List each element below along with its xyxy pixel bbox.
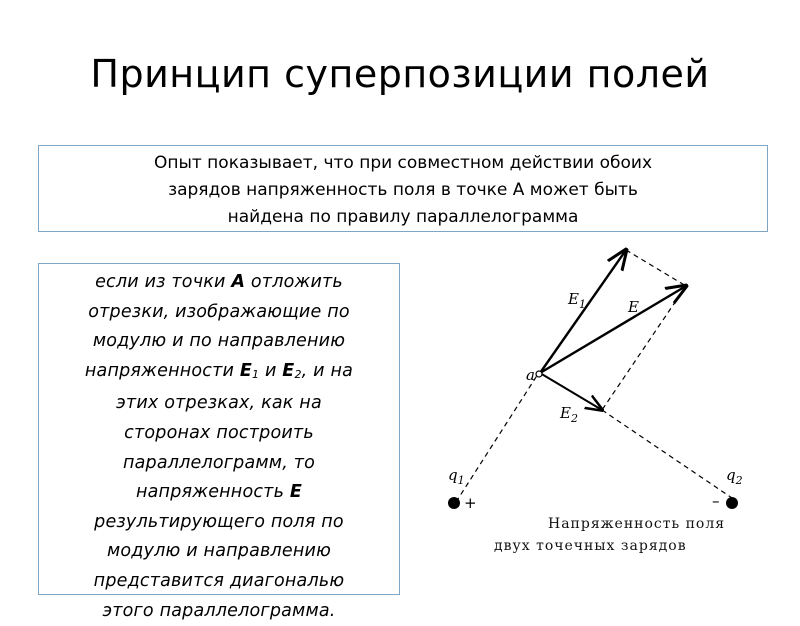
superposition-diagram	[440, 240, 780, 520]
rule-line: этих отрезках, как на	[116, 393, 322, 414]
rule-line: напряженности $Е_1$ и $Е_2$, и на	[84, 360, 354, 381]
rule-line: представится диагональю	[93, 570, 345, 591]
rule-line: напряженность Е	[135, 482, 302, 503]
intro-line: найдена по правилу параллелограмма	[227, 207, 579, 227]
vector-e1	[540, 250, 626, 373]
vector-e	[540, 286, 686, 373]
label-q1: $q_1$	[448, 466, 465, 487]
vector-e2	[540, 373, 602, 410]
charge-q2	[726, 497, 738, 509]
rule-line: результирующего поля по	[94, 511, 344, 532]
parallelogram-side-top	[626, 250, 686, 286]
label-e: E	[628, 298, 639, 316]
diagram-caption-line2: двух точечных зарядов	[494, 538, 687, 554]
rule-line: если из точки А отложить	[95, 272, 343, 292]
plus-sign: +	[464, 494, 477, 512]
charge-q1	[448, 497, 460, 509]
rule-line: сторонах построить	[124, 422, 314, 443]
intro-box	[38, 145, 768, 232]
rule-line: этого параллелограмма.	[102, 600, 336, 621]
rule-line: отрезки, изображающие по	[88, 301, 350, 322]
page-title: Принцип суперпозиции полей	[90, 52, 710, 96]
diagram-caption-line1: Напряженность поля	[548, 516, 726, 532]
label-a: a	[526, 366, 535, 384]
rule-line: модулю и по направлению	[92, 331, 346, 352]
point-a	[536, 371, 542, 377]
parallelogram-side-right	[602, 286, 686, 410]
label-q2: $q_2$	[726, 466, 743, 487]
label-e1: $E_1$	[568, 290, 586, 311]
rule-box	[38, 263, 400, 621]
minus-sign: –	[712, 492, 720, 510]
intro-line: зарядов напряженность поля в точке А может быть	[168, 180, 638, 200]
rule-line: модулю и направлению	[106, 541, 332, 562]
line-q1-to-a	[456, 374, 538, 502]
rule-line: параллелограмм, то	[122, 452, 316, 473]
line-a-to-q2	[602, 410, 732, 498]
intro-line: Опыт показывает, что при совместном действии обоих	[153, 153, 653, 173]
label-e2: $E_2$	[560, 404, 578, 425]
